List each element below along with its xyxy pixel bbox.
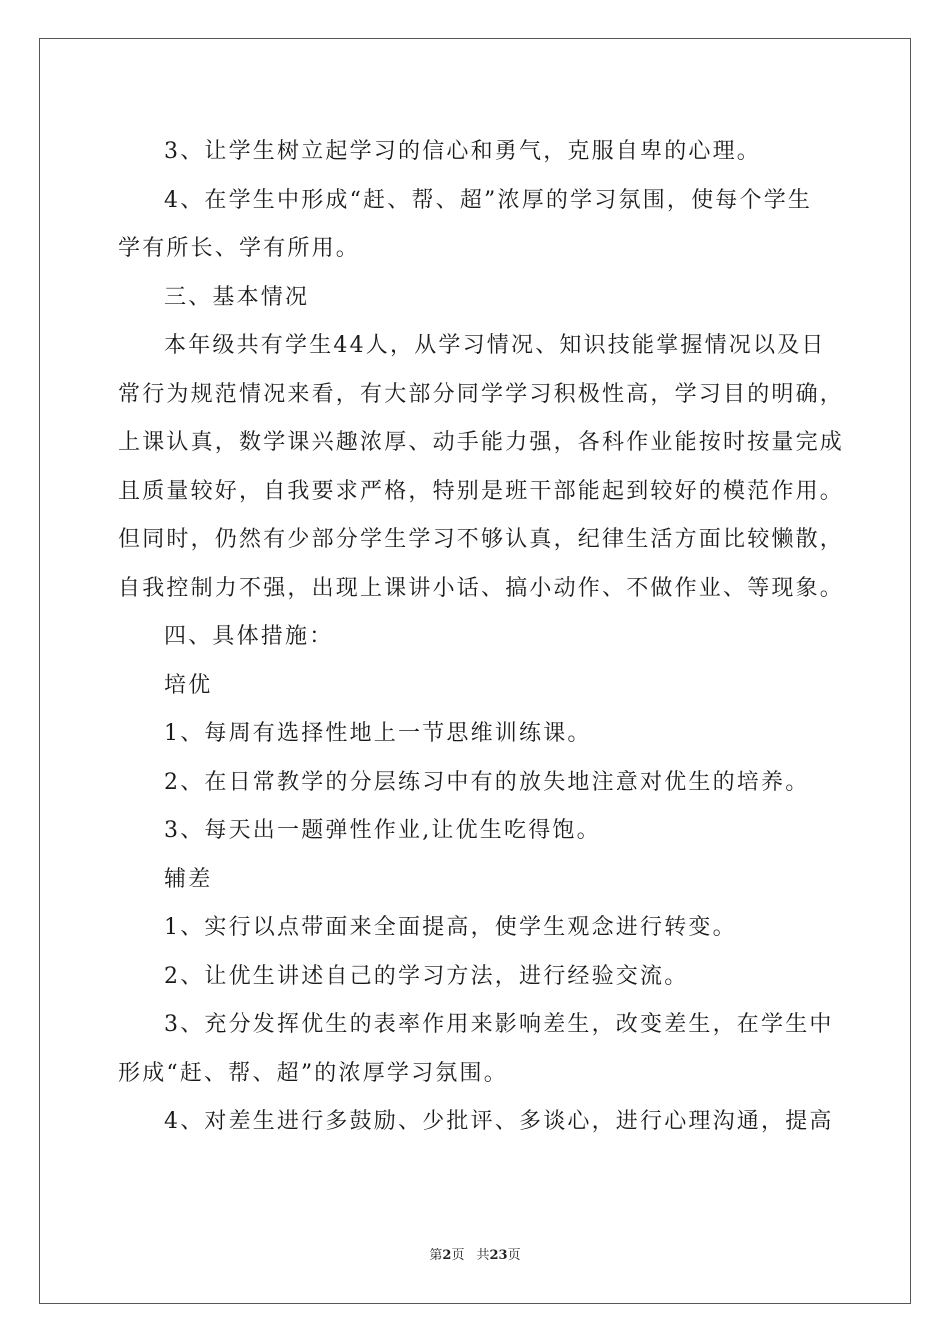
- paragraph: [118, 710, 836, 759]
- text-line: 三、基本情况: [164, 284, 310, 310]
- paragraph: [118, 759, 836, 808]
- text-line: 但同时，仍然有少部分学生学习不够认真，纪律生活方面比较懒散，: [118, 527, 845, 552]
- text-line: 4、对差生进行多鼓励、少批评、多谈心，进行心理沟通，提高: [164, 1109, 834, 1134]
- page-suffix: 页: [451, 1248, 465, 1263]
- paragraph: [118, 953, 836, 1002]
- text-line: 且质量较好，自我要求严格，特别是班干部能起到较好的模范作用。: [118, 478, 845, 504]
- paragraph: [118, 322, 845, 613]
- paragraph: [118, 128, 836, 177]
- subsection-heading: [118, 856, 836, 905]
- text-line: 2、在日常教学的分层练习中有的放失地注意对优生的培养。: [164, 769, 810, 795]
- text-line: 本年级共有学生44人，从学习情况、知识技能掌握情况以及日: [164, 333, 826, 358]
- total-suffix: 页: [507, 1248, 521, 1263]
- text-line: 1、每周有选择性地上一节思维训练课。: [164, 721, 592, 746]
- paragraph: [118, 1098, 836, 1147]
- text-line: 3、每天出一题弹性作业,让优生吃得饱。: [164, 818, 601, 843]
- total-prefix: 共: [476, 1248, 490, 1263]
- text-line: 4、在学生中形成“赶、帮、超”浓厚的学习氛围，使每个学生: [164, 187, 813, 213]
- text-line: 2、让优生讲述自己的学习方法，进行经验交流。: [164, 963, 689, 989]
- subsection-heading: [118, 662, 836, 711]
- document-body: [118, 128, 845, 1147]
- section-heading: [118, 274, 836, 323]
- text-line: 3、让学生树立起学习的信心和勇气，克服自卑的心理。: [164, 139, 761, 164]
- page-footer: [0, 1244, 950, 1263]
- text-line: 3、充分发挥优生的表率作用来影响差生，改变差生，在学生中: [164, 1012, 834, 1037]
- text-line: 1、实行以点带面来全面提高，使学生观念进行转变。: [164, 915, 737, 940]
- page-prefix: 第: [429, 1248, 443, 1263]
- paragraph: [118, 177, 836, 274]
- text-line: 四、具体措施：: [164, 624, 334, 649]
- page-number: 2: [442, 1248, 452, 1263]
- text-line: 培优: [164, 672, 213, 698]
- text-line: 形成“赶、帮、超”的浓厚学习氛围。: [118, 1060, 508, 1086]
- text-line: 上课认真，数学课兴趣浓厚、动手能力强，各科作业能按时按量完成: [118, 430, 845, 455]
- text-line: 辅差: [164, 866, 213, 892]
- text-line: 自我控制力不强，出现上课讲小话、搞小动作、不做作业、等现象。: [118, 575, 845, 601]
- paragraph: [118, 1001, 836, 1098]
- paragraph: [118, 904, 836, 953]
- paragraph: [118, 807, 836, 856]
- text-line: 常行为规范情况来看，有大部分同学学习积极性高，学习目的明确，: [118, 381, 845, 407]
- text-line: 学有所长、学有所用。: [118, 236, 361, 261]
- total-pages: 23: [489, 1248, 508, 1263]
- section-heading: [118, 613, 836, 662]
